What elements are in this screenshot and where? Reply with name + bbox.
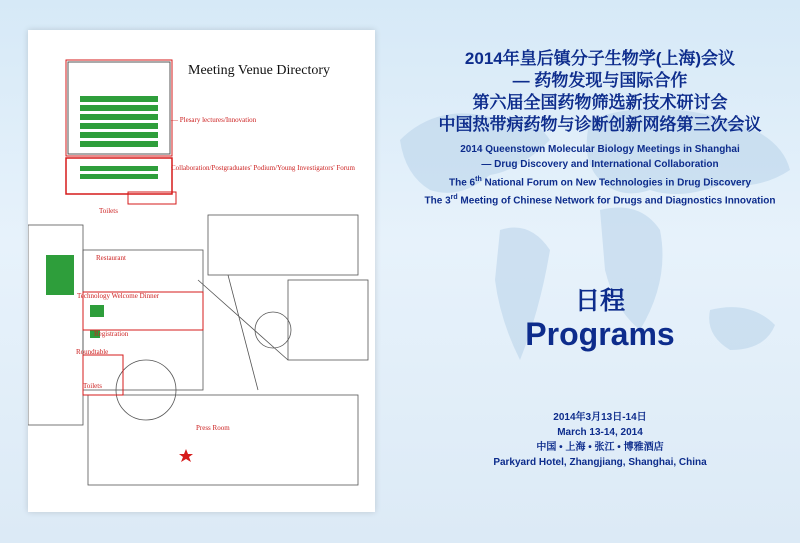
venue-map-card (28, 30, 375, 512)
conference-header (400, 48, 800, 209)
label-roundtable: Roundtable (76, 348, 109, 356)
label-toilets-top: Toilets (99, 207, 118, 215)
location-zh: 中国 • 上海 • 张江 • 博雅酒店 (536, 442, 664, 453)
label-press-room: Press Room (196, 424, 230, 432)
zh-title-3: 第六届全国药物筛选新技术研讨会 (472, 93, 728, 112)
location-en: Parkyard Hotel, Zhangjiang, Shanghai, China (493, 457, 707, 468)
date-zh: 2014年3月13日-14日 (553, 412, 647, 423)
en-title-2: — Drug Discovery and International Collaboration (481, 159, 719, 170)
event-details (400, 410, 800, 470)
map-title: Meeting Venue Directory (188, 63, 331, 78)
en-title-1: 2014 Queenstown Molecular Biology Meetings in Shanghai (460, 144, 740, 155)
label-collaboration: Collaboration/Postgraduates' Podium/Young Investigators' Forum (171, 164, 356, 172)
label-restaurant: Restaurant (96, 254, 126, 262)
label-registration: Registration (94, 330, 129, 338)
zh-title-2: — 药物发现与国际合作 (512, 71, 688, 90)
programs-title-en: Programs (525, 316, 675, 352)
en-title-4: The 3rd Meeting of Chinese Network for Drugs and Diagnostics Innovation (424, 194, 776, 207)
label-plenary: — Plesary lectures/Innovation (171, 116, 257, 124)
programs-title-zh: 日程 (574, 287, 625, 315)
zh-title-4: 中国热带病药物与诊断创新网络第三次会议 (438, 115, 762, 134)
zh-title-1: 2014年皇后镇分子生物学(上海)会议 (464, 49, 736, 68)
date-en: March 13-14, 2014 (557, 427, 643, 438)
en-title-3: The 6th National Forum on New Technologies in Drug Discovery (448, 176, 752, 189)
floor-plan (28, 30, 375, 512)
label-technology: Technology Welcome Dinner (77, 292, 160, 300)
label-toilets-bottom: Toilets (83, 382, 102, 390)
